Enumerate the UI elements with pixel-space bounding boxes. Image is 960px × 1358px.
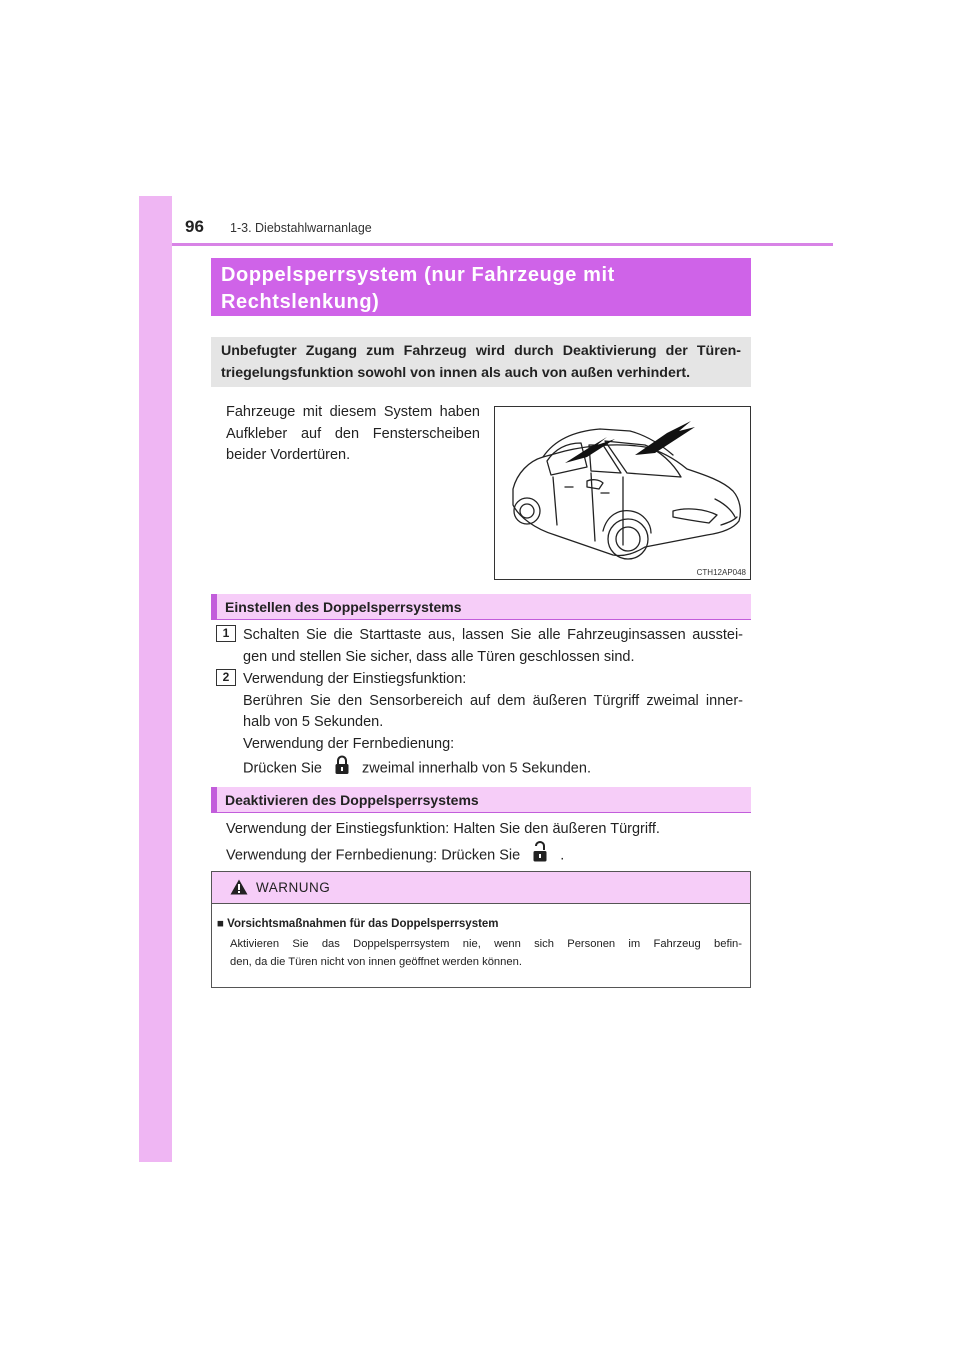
side-strip — [139, 196, 172, 1162]
step-2-line1: Verwendung der Einstiegsfunktion: — [243, 671, 467, 687]
intro-line2: triegelungsfunktion sowohl von innen als auch von außen verhindert. — [221, 365, 691, 381]
section-title-line1: Doppelsperrsystem (nur Fahrzeuge mit — [221, 264, 615, 286]
warning-title: WARNUNG — [256, 880, 331, 895]
car-illustration-icon — [495, 407, 750, 579]
step-2-line5 — [243, 755, 743, 783]
car-figure — [494, 406, 751, 580]
step-2-line4: Verwendung der Fernbedienung: — [243, 735, 455, 752]
step-number-2: 2 — [216, 669, 236, 686]
step-1-line1: Schalten Sie die Starttaste aus, lassen Sie alle Fahrzeuginsassen ausstei- — [243, 627, 743, 643]
sticker-line3: beider Vordertüren. — [226, 447, 351, 463]
header-rule — [172, 243, 833, 246]
warning-text — [230, 936, 742, 971]
step-2-line5-post: zweimal innerhalb von 5 Sekunden. — [362, 760, 591, 777]
section-title — [211, 258, 751, 316]
sticker-line2: Aufkleber auf den Fensterscheiben — [226, 425, 480, 442]
lock-icon — [334, 755, 350, 783]
step-2-text — [243, 669, 743, 783]
warning-triangle-icon — [230, 879, 248, 900]
deactivate-text — [226, 819, 746, 870]
warning-box — [211, 871, 751, 988]
deactivate-line1: Verwendung der Einstiegsfunktion: Halten Sie den äußeren Türgriff. — [226, 821, 660, 837]
intro-box — [211, 337, 751, 387]
step-1-text — [243, 625, 743, 668]
step-number-1: 1 — [216, 625, 236, 642]
page-number: 96 — [185, 217, 204, 236]
unlock-icon — [532, 841, 548, 871]
section-title-line2: Rechtslenkung) — [221, 291, 380, 313]
warning-text-line2: den, da die Türen nicht von innen geöffnet werden können. — [230, 955, 522, 968]
warning-header — [212, 872, 750, 904]
deactivate-heading: Deaktivieren des Doppelsperrsystems — [211, 787, 751, 813]
step-2-line5-pre: Drücken Sie — [243, 760, 322, 777]
sticker-paragraph — [226, 402, 480, 467]
warning-item-title: ■ Vorsichtsmaßnahmen für das Doppelsperrsystem — [217, 918, 499, 930]
intro-line1: Unbefugter Zugang zum Fahrzeug wird durch Deaktivierung der Türen- — [221, 343, 741, 359]
chapter-title: 1-3. Diebstahlwarnanlage — [230, 221, 372, 235]
step-1-line2: gen und stellen Sie sicher, dass alle Türen geschlossen sind. — [243, 648, 635, 665]
deactivate-line2-pre: Verwendung der Fernbedienung: Drücken Sie — [226, 847, 521, 864]
step-2-line3: halb von 5 Sekunden. — [243, 714, 384, 730]
deactivate-line2-post: . — [560, 847, 565, 864]
deactivate-line2 — [226, 841, 746, 871]
setting-heading: Einstellen des Doppelsperrsystems — [211, 594, 751, 620]
warning-text-line1: Aktivieren Sie das Doppelsperrsystem nie, wenn sich Personen im Fahrzeug befin- — [230, 938, 742, 950]
figure-code: CTH12AP048 — [696, 568, 746, 577]
step-2-line2: Berühren Sie den Sensorbereich auf dem äußeren Türgriff zweimal inner- — [243, 692, 743, 709]
sticker-line1: Fahrzeuge mit diesem System haben — [226, 404, 480, 420]
